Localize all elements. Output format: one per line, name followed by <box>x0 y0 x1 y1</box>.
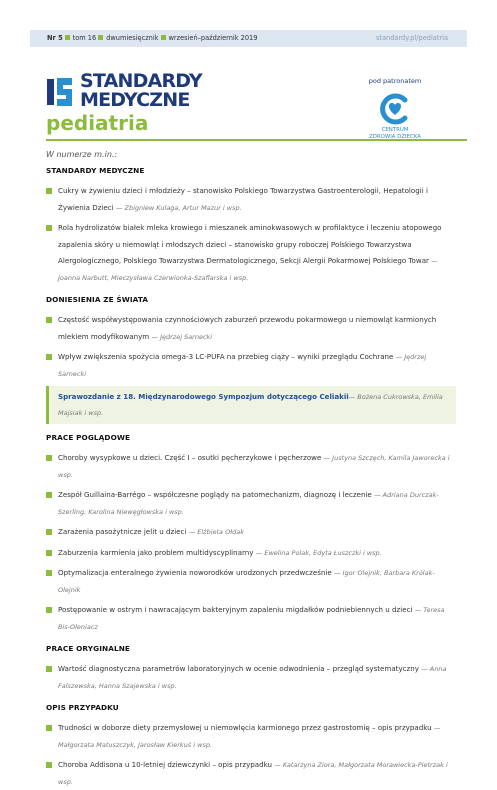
bullet-square-icon <box>46 666 52 672</box>
list-item[interactable] <box>46 545 456 562</box>
article-title: Trudności w doborze diety przemysłowej u niemowlęcia karmionego przez gastrostomię – opis przypadku <box>58 723 432 732</box>
article-authors: — Elżbieta Ołdak <box>188 528 244 536</box>
bullet-square-icon <box>46 550 52 556</box>
article-authors: — Adriana Durczak-Szerling, Karolina Niewęgłowska i wsp. <box>58 491 439 516</box>
bullet-square-icon <box>46 188 52 194</box>
list-item[interactable] <box>46 183 456 216</box>
bullet-square-icon <box>98 35 103 40</box>
sm-logo-icon <box>47 76 74 108</box>
bullet-square-icon <box>46 225 52 231</box>
article-authors: — Katarzyna Ziora, Małgorzata Morawiecka-Pietrzak i wsp. <box>58 761 448 786</box>
article-authors: — Małgorzata Matuszczyk, Jarosław Kierkuś i wsp. <box>58 724 441 749</box>
section-heading: DONIESIENIA ZE ŚWIATA <box>46 295 149 304</box>
section-heading: PRACE ORYGINALNE <box>46 644 130 653</box>
list-item[interactable] <box>46 757 456 790</box>
list-item[interactable] <box>46 487 456 520</box>
patronage-label: pod patronatem <box>368 77 422 85</box>
article-title: Cukry w żywieniu dzieci i młodzieży – stanowisko Polskiego Towarzystwa Gastroenterologii, Hepatologii i Żywienia Dzieci <box>58 186 428 212</box>
bullet-square-icon <box>46 354 52 360</box>
volume: tom 16 <box>72 34 97 42</box>
heart-c-icon <box>377 93 413 125</box>
bullet-square-icon <box>46 607 52 613</box>
bullet-square-icon <box>46 762 52 768</box>
frequency: dwumiesięcznik <box>106 34 159 42</box>
article-title: Choroba Addisona u 10-letniej dziewczynki – opis przypadku <box>58 760 273 769</box>
article-authors: — Jędrzej Sarnecki <box>151 332 213 341</box>
featured-article[interactable] <box>46 386 456 424</box>
article-authors: — Anna Falszewska, Hanna Szajewska i wsp. <box>58 665 447 690</box>
article-title: Choroby wysypkowe u dzieci. Część I – osutki pęcherzykowe i pęcherzowe <box>58 453 322 462</box>
article-title: Zespół Guillaina-Barrégo – współczesne poglądy na patomechanizm, diagnozę i leczenie <box>58 490 372 499</box>
article-title: Zarażenia pasożytnicze jelit u dzieci <box>58 527 187 536</box>
brand-line-1: STANDARDY <box>80 70 202 92</box>
patronage-org-line-1: CENTRUM <box>381 127 409 133</box>
journal-title: pediatria <box>46 111 149 135</box>
list-item[interactable] <box>46 661 456 694</box>
section-heading: STANDARDY MEDYCZNE <box>46 166 145 175</box>
list-item[interactable] <box>46 524 456 541</box>
featured-article-authors: — Bożena Cukrowska, Emilia Majsiak i wsp. <box>58 393 443 417</box>
list-item[interactable] <box>46 602 456 635</box>
brand-name <box>80 72 202 110</box>
patronage-block <box>355 77 435 140</box>
list-item[interactable] <box>46 720 456 753</box>
article-authors: — Igor Olejnik, Barbara Królak-Olejnik <box>58 569 435 594</box>
bullet-square-icon <box>46 317 52 323</box>
bullet-square-icon <box>46 492 52 498</box>
article-title: Wpływ zwiększenia spożycia omega-3 LC-PUFA na przebieg ciąży – wyniki przeglądu Cochrane <box>58 352 394 361</box>
article-title: Częstość współwystępowania czynnościowych zaburzeń przewodu pokarmowego u niemowląt karmionych mlekiem modyfikowanym <box>58 315 437 341</box>
site-url[interactable]: standardy.pl/pediatria <box>375 34 448 42</box>
period: wrzesień–październik 2019 <box>168 34 258 42</box>
patronage-org-line-2: ZDROWIA DZIECKA <box>369 133 421 140</box>
article-title: Optymalizacja enteralnego żywienia noworodków urodzonych przedwcześnie <box>58 568 332 577</box>
issue-number: Nr 5 <box>47 34 63 42</box>
table-of-contents <box>46 166 456 790</box>
list-item[interactable] <box>46 450 456 483</box>
brand-line-2: MEDYCZNE <box>80 89 190 111</box>
article-title: Rola hydrolizatów białek mleka krowiego i mieszanek aminokwasowych w profilaktyce i leczeniu atopowego zapalenia skóry u niemowląt i młodszych dzieci – stanowisko grupy roboczej Polskiego Towarzystwa Alergologicznego, Polskiego Towarzystwa Dermatologicznego, Sekcji Alergii Pokarmowej Polskiego Towar <box>58 223 442 265</box>
bullet-square-icon <box>46 455 52 461</box>
article-authors: — Jędrzej Sarnecki <box>58 353 427 378</box>
bullet-square-icon <box>65 35 70 40</box>
list-item[interactable] <box>46 349 456 382</box>
list-item[interactable] <box>46 565 456 598</box>
article-title: Wartość diagnostyczna parametrów laboratoryjnych w ocenie odwodnienia – przegląd systematyczny <box>58 664 419 673</box>
bullet-square-icon <box>46 725 52 731</box>
header-divider <box>46 139 467 141</box>
article-authors: — Zbigniew Kulaga, Artur Mazur i wsp. <box>115 203 242 212</box>
article-authors: — Joanna Narbutt, Mieczysława Czerwionka-Szaflarska i wsp. <box>58 257 438 282</box>
bullet-square-icon <box>161 35 166 40</box>
article-title: Postępowanie w ostrym i nawracającym bakteryjnym zapaleniu migdałków podniebiennych u dzieci <box>58 605 413 614</box>
issue-info <box>47 34 257 42</box>
article-authors: — Justyna Szczęch, Kamila Jaworecka i wsp. <box>58 454 450 479</box>
bullet-square-icon <box>46 570 52 576</box>
section-heading: PRACE POGLĄDOWE <box>46 433 131 442</box>
list-item[interactable] <box>46 312 456 345</box>
section-heading: OPIS PRZYPADKU <box>46 703 119 712</box>
issue-intro: W numerze m.in.: <box>46 150 118 159</box>
article-authors: — Ewelina Polak, Edyta Łuszczki i wsp. <box>255 548 382 557</box>
issue-info-bar <box>30 30 467 47</box>
article-authors: — Teresa Bis-Oleniacz <box>58 606 445 631</box>
list-item[interactable] <box>46 220 456 286</box>
featured-article-title: Sprawozdanie z 18. Międzynarodowego Sympozjum dotyczącego Celiakii <box>58 392 349 401</box>
bullet-square-icon <box>46 529 52 535</box>
article-title: Zaburzenia karmienia jako problem multidyscyplinarny <box>58 547 254 557</box>
